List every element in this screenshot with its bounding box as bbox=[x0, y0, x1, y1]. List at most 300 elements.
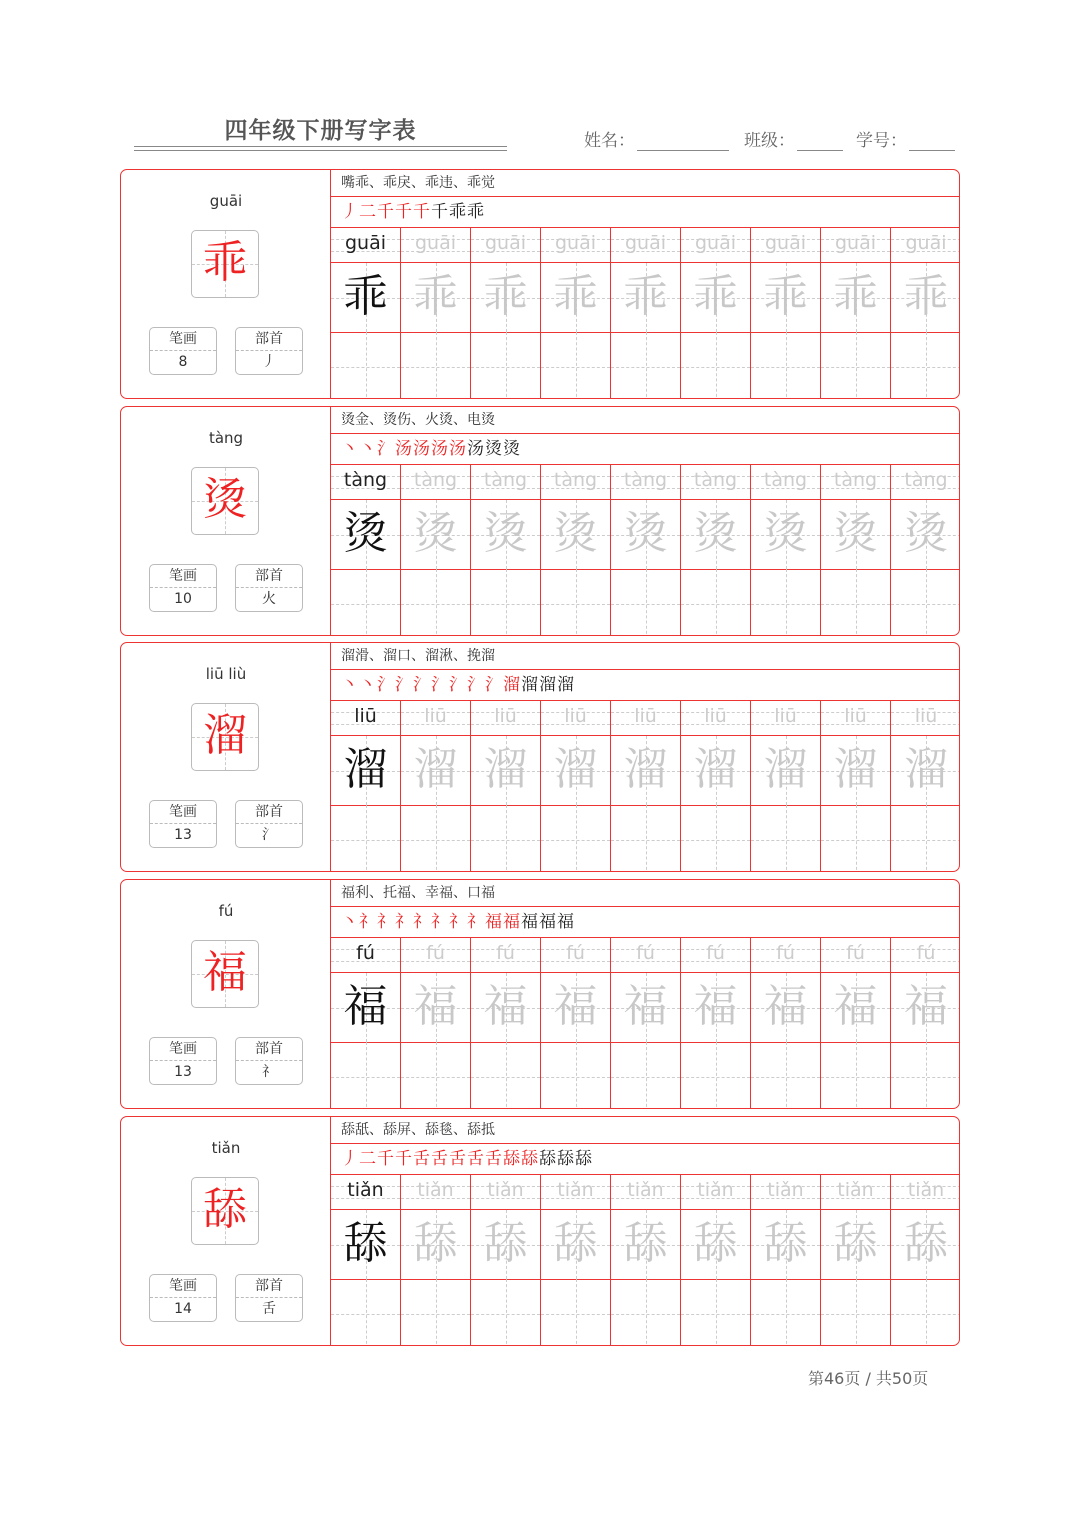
trace-cell[interactable] bbox=[821, 1210, 891, 1279]
trace-cell[interactable] bbox=[331, 736, 401, 805]
radical-value: 火 bbox=[262, 591, 276, 607]
stroke-step: 氵 bbox=[413, 675, 431, 695]
card-info-panel bbox=[121, 643, 331, 872]
pinyin-trace: liū bbox=[494, 705, 517, 727]
card-pinyin: liū liù bbox=[205, 665, 247, 683]
pinyin-cell[interactable] bbox=[751, 1175, 821, 1209]
stroke-step: 千 bbox=[395, 1149, 413, 1169]
trace-cell[interactable] bbox=[611, 1210, 681, 1279]
class-field[interactable] bbox=[744, 126, 843, 151]
pinyin-trace: liū bbox=[774, 705, 797, 727]
class-label: 班级： bbox=[744, 131, 795, 151]
blank-cell[interactable] bbox=[331, 1279, 401, 1346]
stroke-step: 千 bbox=[377, 202, 395, 222]
trace-cell[interactable] bbox=[681, 1210, 751, 1279]
trace-cell[interactable] bbox=[751, 973, 821, 1042]
pinyin-cell[interactable] bbox=[891, 701, 960, 735]
pinyin-cell[interactable] bbox=[471, 465, 541, 499]
pinyin-cell[interactable] bbox=[611, 228, 681, 262]
blank-cell[interactable] bbox=[681, 332, 751, 399]
card-pinyin: fú bbox=[218, 902, 234, 920]
trace-cell[interactable] bbox=[541, 1210, 611, 1279]
stroke-step: 氵 bbox=[377, 439, 395, 459]
pinyin-trace: liū bbox=[634, 705, 657, 727]
stroke-count-label: 笔画 bbox=[150, 565, 216, 588]
trace-cell[interactable] bbox=[401, 1210, 471, 1279]
pinyin-cell[interactable] bbox=[331, 938, 401, 972]
id-blank[interactable] bbox=[909, 132, 955, 151]
blank-cell[interactable] bbox=[611, 805, 681, 872]
trace-cell[interactable] bbox=[471, 736, 541, 805]
pinyin-cell[interactable] bbox=[401, 938, 471, 972]
stroke-step: 千 bbox=[413, 202, 431, 222]
stroke-step: 礻 bbox=[449, 912, 467, 932]
stroke-step: 舌 bbox=[485, 1149, 503, 1169]
stroke-step: 舌 bbox=[449, 1149, 467, 1169]
card-info-panel bbox=[121, 880, 331, 1109]
pinyin-trace: guāi bbox=[694, 232, 737, 254]
pinyin-trace: tiǎn bbox=[487, 1179, 524, 1201]
character-trace: 烫 bbox=[343, 508, 388, 559]
trace-cell[interactable] bbox=[611, 263, 681, 332]
stroke-step: 舌 bbox=[467, 1149, 485, 1169]
practice-panel bbox=[331, 1117, 960, 1346]
trace-cell[interactable] bbox=[751, 263, 821, 332]
character-trace: 溜 bbox=[693, 744, 738, 795]
stroke-step: 汤 bbox=[413, 439, 431, 459]
name-label: 姓名： bbox=[584, 131, 635, 151]
trace-cell[interactable] bbox=[401, 736, 471, 805]
character-trace: 福 bbox=[483, 981, 528, 1032]
character-trace: 乖 bbox=[904, 271, 948, 322]
character-trace: 溜 bbox=[483, 744, 528, 795]
stroke-step: 丿 bbox=[341, 202, 359, 222]
stroke-step: 汤 bbox=[395, 439, 413, 459]
stroke-order bbox=[331, 434, 960, 465]
stroke-step: 烫 bbox=[503, 439, 521, 459]
blank-cell[interactable] bbox=[821, 332, 891, 399]
blank-cell[interactable] bbox=[401, 1279, 471, 1346]
blank-cell[interactable] bbox=[751, 1042, 821, 1109]
pinyin-cell[interactable] bbox=[541, 228, 611, 262]
pinyin-cell[interactable] bbox=[681, 465, 751, 499]
pinyin-trace: tàng bbox=[483, 469, 528, 491]
character-trace: 溜 bbox=[763, 744, 808, 795]
pinyin-trace: tiǎn bbox=[697, 1179, 734, 1201]
character-trace: 溜 bbox=[413, 744, 458, 795]
blank-cell[interactable] bbox=[681, 569, 751, 636]
stroke-step: 二 bbox=[359, 1149, 377, 1169]
character-trace: 烫 bbox=[693, 508, 738, 559]
stroke-step: 氵 bbox=[431, 675, 449, 695]
blank-cell[interactable] bbox=[401, 569, 471, 636]
stroke-count-box bbox=[149, 327, 217, 375]
pinyin-cell[interactable] bbox=[541, 701, 611, 735]
character-trace: 乖 bbox=[833, 271, 878, 322]
blank-cell[interactable] bbox=[331, 805, 401, 872]
pinyin-cell[interactable] bbox=[611, 1175, 681, 1209]
character-trace: 舔 bbox=[904, 1218, 948, 1269]
trace-cell[interactable] bbox=[471, 263, 541, 332]
character-trace: 乖 bbox=[623, 271, 668, 322]
radical-value: 舌 bbox=[262, 1301, 276, 1317]
blank-cell[interactable] bbox=[541, 569, 611, 636]
pinyin-cell[interactable] bbox=[541, 938, 611, 972]
blank-practice-row bbox=[331, 805, 960, 872]
stroke-order bbox=[331, 197, 960, 228]
trace-cell[interactable] bbox=[331, 500, 401, 569]
character-trace-row bbox=[331, 736, 960, 806]
pinyin-trace: fú bbox=[776, 942, 795, 964]
practice-panel bbox=[331, 407, 960, 636]
character-trace-row bbox=[331, 263, 960, 333]
name-blank[interactable] bbox=[637, 132, 729, 151]
stroke-step: 千 bbox=[431, 202, 449, 222]
pinyin-cell[interactable] bbox=[821, 228, 891, 262]
stroke-count-value: 14 bbox=[174, 1301, 192, 1317]
pinyin-trace: guāi bbox=[624, 232, 667, 254]
character-trace: 溜 bbox=[623, 744, 668, 795]
blank-cell[interactable] bbox=[541, 1042, 611, 1109]
character-card bbox=[120, 169, 960, 399]
stroke-count-value: 8 bbox=[178, 354, 188, 370]
radical-box bbox=[235, 800, 303, 848]
trace-cell[interactable] bbox=[891, 736, 960, 805]
blank-cell[interactable] bbox=[891, 1042, 960, 1109]
stroke-step: 礻 bbox=[377, 912, 395, 932]
radical-label: 部首 bbox=[236, 565, 302, 588]
trace-cell[interactable] bbox=[681, 500, 751, 569]
character-card bbox=[120, 406, 960, 636]
blank-cell[interactable] bbox=[471, 1042, 541, 1109]
stroke-step: 舔 bbox=[503, 1149, 521, 1169]
blank-cell[interactable] bbox=[611, 332, 681, 399]
character-trace: 乖 bbox=[483, 271, 528, 322]
trace-cell[interactable] bbox=[611, 736, 681, 805]
pinyin-cell[interactable] bbox=[331, 228, 401, 262]
blank-cell[interactable] bbox=[821, 1042, 891, 1109]
pinyin-trace: fú bbox=[356, 942, 375, 964]
stroke-step: 礻 bbox=[359, 912, 377, 932]
blank-cell[interactable] bbox=[471, 1279, 541, 1346]
trace-cell[interactable] bbox=[611, 500, 681, 569]
main-character: 烫 bbox=[203, 474, 247, 525]
stroke-step: 溜 bbox=[539, 675, 557, 695]
pinyin-cell[interactable] bbox=[681, 1175, 751, 1209]
pinyin-cell[interactable] bbox=[541, 1175, 611, 1209]
blank-cell[interactable] bbox=[891, 332, 960, 399]
pinyin-trace: tiǎn bbox=[417, 1179, 454, 1201]
pinyin-cell[interactable] bbox=[751, 701, 821, 735]
trace-cell[interactable] bbox=[891, 263, 960, 332]
stroke-step: 礻 bbox=[431, 912, 449, 932]
stroke-step: 舔 bbox=[557, 1149, 575, 1169]
character-trace-row bbox=[331, 973, 960, 1043]
blank-cell[interactable] bbox=[471, 332, 541, 399]
trace-cell[interactable] bbox=[471, 500, 541, 569]
trace-cell[interactable] bbox=[681, 736, 751, 805]
pinyin-trace: tiǎn bbox=[907, 1179, 945, 1201]
trace-cell[interactable] bbox=[891, 1210, 960, 1279]
radical-box bbox=[235, 1037, 303, 1085]
pinyin-cell[interactable] bbox=[331, 465, 401, 499]
card-pinyin: guāi bbox=[209, 192, 243, 210]
blank-practice-row bbox=[331, 1042, 960, 1109]
id-field[interactable] bbox=[856, 126, 955, 151]
stroke-count-label: 笔画 bbox=[150, 1275, 216, 1298]
pinyin-cell[interactable] bbox=[541, 465, 611, 499]
stroke-step: 氵 bbox=[449, 675, 467, 695]
trace-cell[interactable] bbox=[331, 973, 401, 1042]
pinyin-cell[interactable] bbox=[611, 938, 681, 972]
pinyin-cell[interactable] bbox=[891, 228, 960, 262]
trace-cell[interactable] bbox=[751, 500, 821, 569]
pinyin-cell[interactable] bbox=[891, 465, 960, 499]
character-trace-row bbox=[331, 500, 960, 570]
blank-cell[interactable] bbox=[401, 332, 471, 399]
character-trace: 烫 bbox=[623, 508, 668, 559]
character-trace: 烫 bbox=[483, 508, 528, 559]
trace-cell[interactable] bbox=[681, 973, 751, 1042]
pinyin-trace: guāi bbox=[414, 232, 457, 254]
example-words: 嘴乖、乖戾、乖违、乖觉 bbox=[331, 170, 960, 197]
pinyin-cell[interactable] bbox=[331, 1175, 401, 1209]
card-info-panel bbox=[121, 1117, 331, 1346]
trace-cell[interactable] bbox=[611, 973, 681, 1042]
pinyin-trace: tàng bbox=[833, 469, 878, 491]
stroke-step: 乖 bbox=[449, 202, 467, 222]
character-card bbox=[120, 642, 960, 872]
pinyin-cell[interactable] bbox=[891, 1175, 960, 1209]
radical-label: 部首 bbox=[236, 1275, 302, 1298]
blank-cell[interactable] bbox=[331, 1042, 401, 1109]
stroke-count-value: 13 bbox=[174, 1064, 192, 1080]
pinyin-trace: guāi bbox=[554, 232, 597, 254]
pinyin-trace: tàng bbox=[553, 469, 598, 491]
blank-cell[interactable] bbox=[331, 332, 401, 399]
pinyin-cell[interactable] bbox=[821, 938, 891, 972]
blank-cell[interactable] bbox=[891, 805, 960, 872]
trace-cell[interactable] bbox=[821, 500, 891, 569]
character-trace: 福 bbox=[693, 981, 738, 1032]
blank-cell[interactable] bbox=[751, 332, 821, 399]
blank-cell[interactable] bbox=[401, 805, 471, 872]
trace-cell[interactable] bbox=[331, 263, 401, 332]
pinyin-trace: tàng bbox=[623, 469, 668, 491]
pinyin-cell[interactable] bbox=[681, 228, 751, 262]
pinyin-trace: liū bbox=[844, 705, 867, 727]
character-trace: 福 bbox=[413, 981, 458, 1032]
stroke-step: 舌 bbox=[431, 1149, 449, 1169]
pinyin-cell[interactable] bbox=[681, 938, 751, 972]
stroke-step: 礻 bbox=[413, 912, 431, 932]
page-header bbox=[0, 0, 1080, 160]
trace-cell[interactable] bbox=[891, 500, 960, 569]
pinyin-cell[interactable] bbox=[751, 938, 821, 972]
title-underline bbox=[134, 150, 507, 151]
trace-cell[interactable] bbox=[821, 736, 891, 805]
character-trace: 乖 bbox=[693, 271, 738, 322]
stroke-count-label: 笔画 bbox=[150, 1038, 216, 1061]
trace-cell[interactable] bbox=[891, 973, 960, 1042]
pinyin-cell[interactable] bbox=[401, 1175, 471, 1209]
blank-cell[interactable] bbox=[681, 1279, 751, 1346]
pinyin-cell[interactable] bbox=[821, 465, 891, 499]
pinyin-practice-row bbox=[331, 938, 960, 973]
character-trace: 烫 bbox=[553, 508, 598, 559]
character-trace: 福 bbox=[763, 981, 808, 1032]
blank-cell[interactable] bbox=[821, 805, 891, 872]
blank-cell[interactable] bbox=[751, 569, 821, 636]
trace-cell[interactable] bbox=[541, 263, 611, 332]
blank-cell[interactable] bbox=[471, 569, 541, 636]
blank-cell[interactable] bbox=[541, 805, 611, 872]
stroke-step: 福 bbox=[503, 912, 521, 932]
trace-cell[interactable] bbox=[331, 1210, 401, 1279]
trace-cell[interactable] bbox=[471, 973, 541, 1042]
pinyin-trace: guāi bbox=[764, 232, 807, 254]
card-pinyin: tiǎn bbox=[211, 1139, 241, 1157]
character-box bbox=[191, 467, 259, 535]
stroke-count-label: 笔画 bbox=[150, 801, 216, 824]
class-blank[interactable] bbox=[797, 132, 843, 151]
trace-cell[interactable] bbox=[821, 973, 891, 1042]
character-trace: 福 bbox=[553, 981, 598, 1032]
trace-cell[interactable] bbox=[401, 973, 471, 1042]
blank-cell[interactable] bbox=[611, 1042, 681, 1109]
page-number: 第46页 / 共50页 bbox=[808, 1369, 929, 1388]
blank-cell[interactable] bbox=[611, 569, 681, 636]
pinyin-cell[interactable] bbox=[891, 938, 960, 972]
pinyin-trace: fú bbox=[636, 942, 655, 964]
pinyin-cell[interactable] bbox=[821, 701, 891, 735]
blank-cell[interactable] bbox=[821, 569, 891, 636]
pinyin-practice-row bbox=[331, 701, 960, 736]
character-box bbox=[191, 1177, 259, 1245]
card-pinyin: tàng bbox=[208, 429, 244, 447]
blank-cell[interactable] bbox=[891, 1279, 960, 1346]
pinyin-cell[interactable] bbox=[331, 701, 401, 735]
pinyin-cell[interactable] bbox=[681, 701, 751, 735]
blank-cell[interactable] bbox=[681, 805, 751, 872]
pinyin-trace: liū bbox=[354, 705, 377, 727]
pinyin-cell[interactable] bbox=[401, 228, 471, 262]
name-field[interactable] bbox=[584, 126, 729, 151]
blank-cell[interactable] bbox=[751, 1279, 821, 1346]
card-info-panel bbox=[121, 407, 331, 636]
character-trace: 烫 bbox=[413, 508, 458, 559]
blank-cell[interactable] bbox=[611, 1279, 681, 1346]
stroke-step: 福 bbox=[485, 912, 503, 932]
pinyin-trace: liū bbox=[564, 705, 587, 727]
character-trace: 乖 bbox=[763, 271, 808, 322]
pinyin-trace: tiǎn bbox=[837, 1179, 874, 1201]
stroke-step: 汤 bbox=[467, 439, 485, 459]
pinyin-trace: fú bbox=[706, 942, 725, 964]
pinyin-cell[interactable] bbox=[401, 465, 471, 499]
blank-cell[interactable] bbox=[471, 805, 541, 872]
pinyin-cell[interactable] bbox=[471, 228, 541, 262]
stroke-count-box bbox=[149, 564, 217, 612]
trace-cell[interactable] bbox=[541, 500, 611, 569]
blank-cell[interactable] bbox=[331, 569, 401, 636]
character-trace: 烫 bbox=[904, 508, 948, 559]
stroke-count-value: 13 bbox=[174, 827, 192, 843]
pinyin-cell[interactable] bbox=[751, 228, 821, 262]
stroke-step: 溜 bbox=[503, 675, 521, 695]
trace-cell[interactable] bbox=[681, 263, 751, 332]
trace-cell[interactable] bbox=[471, 1210, 541, 1279]
trace-cell[interactable] bbox=[751, 736, 821, 805]
pinyin-cell[interactable] bbox=[471, 1175, 541, 1209]
character-trace: 烫 bbox=[763, 508, 808, 559]
blank-cell[interactable] bbox=[821, 1279, 891, 1346]
stroke-step: 礻 bbox=[395, 912, 413, 932]
pinyin-trace: tiǎn bbox=[347, 1179, 384, 1201]
pinyin-trace: fú bbox=[496, 942, 515, 964]
blank-cell[interactable] bbox=[541, 332, 611, 399]
stroke-step: 氵 bbox=[395, 675, 413, 695]
blank-cell[interactable] bbox=[891, 569, 960, 636]
pinyin-cell[interactable] bbox=[401, 701, 471, 735]
blank-cell[interactable] bbox=[401, 1042, 471, 1109]
pinyin-cell[interactable] bbox=[471, 938, 541, 972]
pinyin-trace: fú bbox=[426, 942, 445, 964]
pinyin-cell[interactable] bbox=[821, 1175, 891, 1209]
blank-cell[interactable] bbox=[681, 1042, 751, 1109]
trace-cell[interactable] bbox=[821, 263, 891, 332]
stroke-step: 乖 bbox=[467, 202, 485, 222]
character-trace: 舔 bbox=[413, 1218, 458, 1269]
practice-panel bbox=[331, 170, 960, 399]
main-character: 舔 bbox=[203, 1184, 247, 1235]
stroke-step: 千 bbox=[377, 1149, 395, 1169]
trace-cell[interactable] bbox=[541, 736, 611, 805]
blank-cell[interactable] bbox=[541, 1279, 611, 1346]
pinyin-trace: guāi bbox=[344, 232, 387, 254]
trace-cell[interactable] bbox=[751, 1210, 821, 1279]
pinyin-cell[interactable] bbox=[611, 465, 681, 499]
character-trace: 乖 bbox=[413, 271, 458, 322]
pinyin-cell[interactable] bbox=[471, 701, 541, 735]
blank-cell[interactable] bbox=[751, 805, 821, 872]
stroke-step: 福 bbox=[521, 912, 539, 932]
title-underline bbox=[134, 146, 507, 147]
pinyin-cell[interactable] bbox=[611, 701, 681, 735]
stroke-count-label: 笔画 bbox=[150, 328, 216, 351]
radical-label: 部首 bbox=[236, 1038, 302, 1061]
stroke-step: 丿 bbox=[341, 1149, 359, 1169]
example-words: 舔舐、舔屏、舔毯、舔抵 bbox=[331, 1117, 960, 1144]
radical-label: 部首 bbox=[236, 801, 302, 824]
character-trace: 舔 bbox=[833, 1218, 878, 1269]
trace-cell[interactable] bbox=[401, 500, 471, 569]
pinyin-cell[interactable] bbox=[751, 465, 821, 499]
character-trace: 福 bbox=[623, 981, 668, 1032]
trace-cell[interactable] bbox=[401, 263, 471, 332]
example-words: 福利、托福、幸福、口福 bbox=[331, 880, 960, 907]
radical-value: 礻 bbox=[262, 1064, 276, 1080]
practice-panel bbox=[331, 643, 960, 872]
trace-cell[interactable] bbox=[541, 973, 611, 1042]
stroke-step: 二 bbox=[359, 202, 377, 222]
blank-practice-row bbox=[331, 1279, 960, 1346]
character-trace: 溜 bbox=[553, 744, 598, 795]
stroke-order bbox=[331, 1144, 960, 1175]
main-character: 福 bbox=[203, 947, 247, 998]
stroke-step: 丶 bbox=[341, 439, 359, 459]
radical-box bbox=[235, 564, 303, 612]
